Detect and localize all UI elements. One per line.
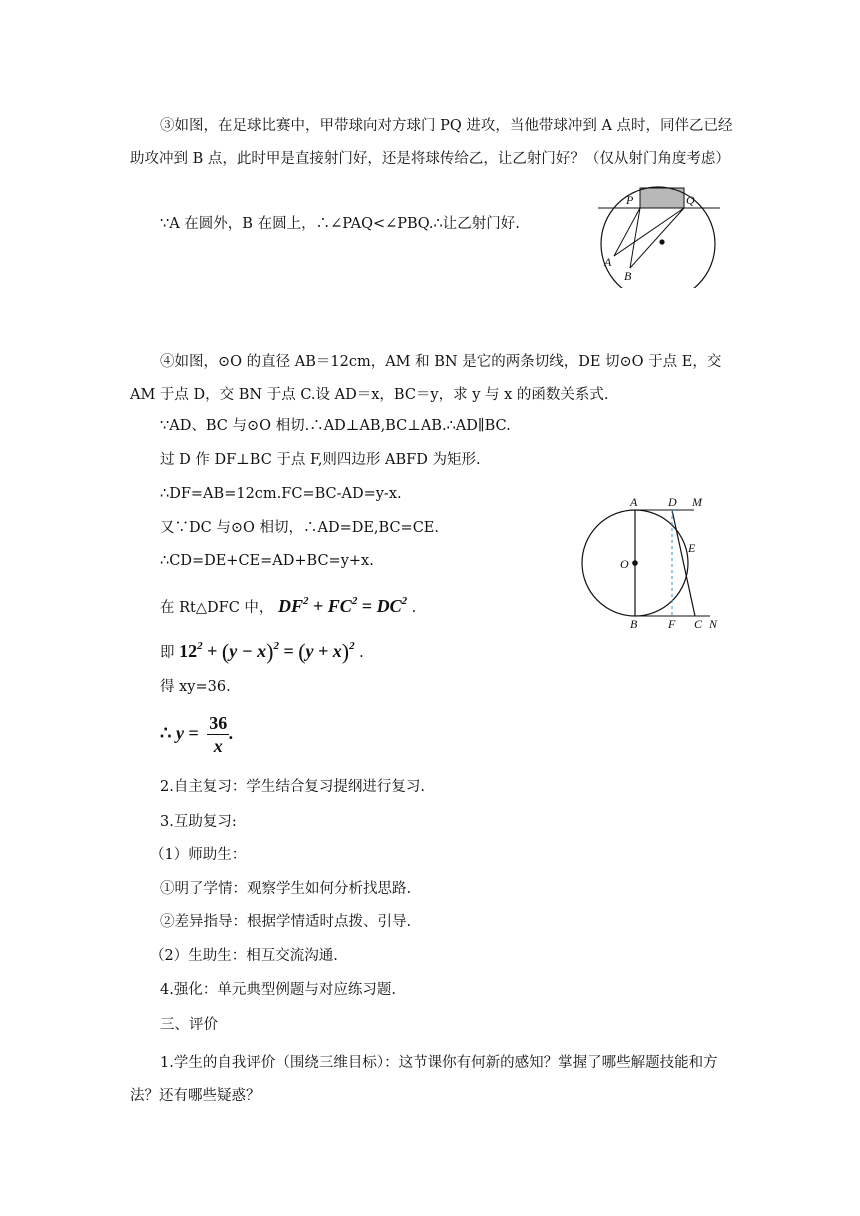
line-qa	[614, 208, 684, 256]
step-4: 4.强化：单元典型例题与对应练习题.	[160, 982, 396, 998]
step-2: 2.自主复习：学生结合复习提纲进行复习.	[160, 779, 425, 795]
proof-line-5: ∴CD=DE+CE=AD+BC=y+x.	[160, 553, 374, 569]
label-b: B	[630, 617, 638, 631]
label-m: M	[692, 496, 702, 509]
label-c: C	[694, 617, 703, 631]
label-d: D	[668, 496, 677, 509]
label-p: P	[626, 193, 634, 207]
result-line: 得 xy=36.	[160, 679, 231, 695]
problem-3-answer: ∵A 在圆外，B 在圆上，∴∠PAQ<∠PBQ.∴让乙射门好.	[160, 216, 520, 232]
tangent-circle-figure	[580, 496, 730, 634]
label-a: A	[630, 496, 638, 509]
step-3-1-a: ①明了学情：观察学生如何分析找思路.	[160, 881, 412, 897]
problem-4-text: ④如图，⊙O 的直径 AB＝12cm，AM 和 BN 是它的两条切线，DE 切⊙O 于点 E，交 AM 于点 D，交 BN 于点 C.设 AD＝x，BC＝y，求 y 与 x 的函数关系式.	[130, 354, 722, 403]
equation-line-2: 即 $12^2 + (y - x)^2 = (y + x)^2$ .	[160, 639, 364, 664]
problem-3-text: ③如图，在足球比赛中，甲带球向对方球门 PQ 进攻，当他带球冲到 A 点时，同伴乙已经助攻冲到 B 点，此时甲是直接射门好，还是将球传给乙，让乙射门好？（仅从射门角度考虑）	[130, 118, 733, 167]
label-f: F	[668, 617, 676, 631]
rt-triangle-line: 在 Rt△DFC 中， $DF^2 + FC^2 = DC^2$ .	[160, 595, 417, 616]
center-o	[632, 560, 638, 566]
label-o: O	[620, 557, 629, 571]
soccer-goal-figure	[596, 184, 726, 288]
rt-prefix: 在 Rt△DFC 中，	[160, 600, 274, 616]
label-e: E	[688, 541, 696, 555]
equation-substituted: $12^2 + (y - x)^2 = (y + x)^2$	[179, 639, 355, 664]
proof-line-3: ∴DF=AB=12cm.FC=BC-AD=y-x.	[160, 486, 402, 502]
ji-prefix: 即	[160, 645, 175, 661]
label-a: A	[604, 255, 612, 269]
label-b: B	[624, 269, 632, 283]
evaluation-item-1: 1.学生的自我评价（围绕三维目标）：这节课你有何新的感知？掌握了哪些解题技能和方法？还有哪些疑惑？	[130, 1055, 718, 1104]
center-point	[659, 239, 664, 244]
proof-line-2: 过 D 作 DF⊥BC 于点 F,则四边形 ABFD 为矩形.	[160, 452, 481, 468]
equation-pythagoras: $DF^2 + FC^2 = DC^2$	[278, 595, 408, 616]
step-3: 3.互助复习:	[160, 814, 237, 830]
label-n: N	[709, 617, 718, 631]
step-3-1-b: ②差异指导：根据学情适时点拨、引导.	[160, 914, 412, 930]
label-q: Q	[686, 193, 695, 207]
step-3-1: （1）师助生：	[150, 847, 247, 863]
section-title-evaluation: 三、评价	[160, 1017, 218, 1033]
proof-line-1: ∵AD、BC 与⊙O 相切.∴AD⊥AB,BC⊥AB.∴AD∥BC.	[160, 418, 511, 434]
tangent-dc	[672, 510, 695, 616]
proof-line-4: 又∵DC 与⊙O 相切，∴AD=DE,BC=CE.	[160, 520, 439, 536]
final-answer: ∴ y = $\frac{36}{x}$ .	[160, 713, 234, 756]
step-3-2: （2）生助生：相互交流沟通.	[150, 948, 338, 964]
